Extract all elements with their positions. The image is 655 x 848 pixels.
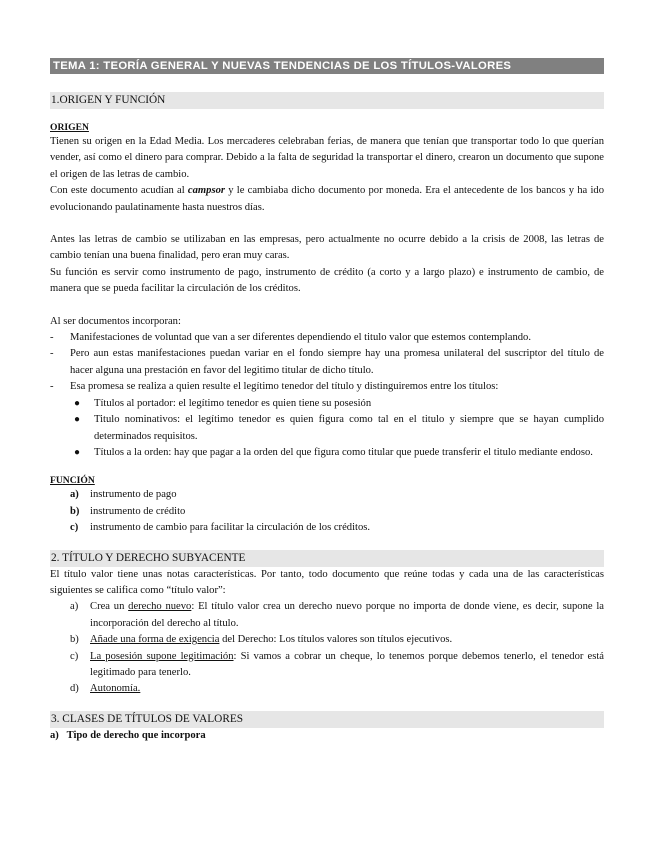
list-item [50, 330, 604, 346]
list-item [50, 599, 604, 632]
paragraph-origen-3: Antes las letras de cambio se utilizaban en las empresas, pero actualmente no ocurre debido a la crisis de 2008, las letras de cambio tenían una buena finalidad, pero eran muy caras. [50, 234, 604, 262]
text-span: : El título valor crea un derecho nuevo porque no importa de donde viene, es decir, supone la incorporación del derecho al título. [90, 601, 605, 629]
text-span: : Si vamos a cobrar un cheque, lo tenemos porque debemos tenerlo, el tenedor está legitimado para tenerlo. [90, 650, 604, 678]
bullet-item [50, 396, 604, 412]
list-item-text: Esa promesa se realiza a quien resulte el legítimo tenedor del título y distinguiremos entre los títulos: [70, 381, 499, 393]
list-item-text: Pero aun estas manifestaciones puedan variar en el fondo siempre hay una promesa unilateral del suscriptor del título de hacer alguna una prestación en favor del legitimo titular de dicho título. [70, 348, 604, 376]
underlined-term: Autonomía. [90, 683, 141, 695]
bullet-list [50, 396, 604, 462]
subheading-funcion: FUNCIÓN [50, 475, 95, 487]
underlined-term: Añade una forma de exigencia [90, 634, 220, 646]
list-item-text: instrumento de crédito [90, 505, 186, 517]
bullet-item [50, 412, 604, 445]
document-page [50, 58, 604, 744]
bullet-text: Títulos a la orden: hay que pagar a la orden del que figura como titular que puede transferir el titulo mediante endoso. [94, 446, 593, 458]
list-marker: c) [70, 650, 79, 662]
text-span: y le cambiaba dicho documento por moneda. Era el antecedente de los bancos y ha ido evolucionando paulatinamente hasta nuestros días. [50, 185, 605, 213]
bullet-text: Títulos al portador: el legítimo tenedor es quien tiene su posesión [94, 397, 372, 409]
bullet-text: Titulo nominativos: el legítimo tenedor es quien figura como tal en el titulo y siempre que se hayan cumplido determinados requisitos. [94, 414, 604, 442]
list-item [50, 487, 604, 503]
document-title: TEMA 1: TEORÍA GENERAL Y NUEVAS TENDENCIAS DE LOS TÍTULOS-VALORES [50, 58, 604, 74]
list-item-text: instrumento de cambio para facilitar la circulación de los créditos. [90, 522, 371, 534]
dash-marker: - [50, 332, 54, 344]
text-span: Crea un [90, 601, 129, 613]
list-item [50, 632, 604, 648]
bullet-icon: ● [74, 397, 81, 409]
list-item [50, 504, 604, 520]
dash-marker: - [50, 381, 54, 393]
caracteristicas-list [50, 599, 604, 697]
list-marker: a) [70, 489, 79, 501]
paragraph-origen-1: Tienen su origen en la Edad Media. Los mercaderes celebraban ferias, de manera que tenían que transportar todo lo que querían vender, así como el dinero para comprar. Debido a la falta de seguridad la transportar el dinero, crearon un documento que supone el origen de las letras de cambio. [50, 136, 604, 180]
text-span: del Derecho: Los títulos valores son títulos ejecutivos. [219, 634, 453, 646]
bullet-icon: ● [74, 446, 81, 458]
list-item [50, 520, 604, 536]
subheading-origen: ORIGEN [50, 122, 89, 133]
list-marker: b) [70, 505, 80, 517]
dash-list [50, 330, 604, 461]
paragraph-origen-5: Al ser documentos incorporan: [50, 315, 181, 327]
campsor-term: campsor [187, 185, 225, 197]
list-item-text: Manifestaciones de voluntad que van a ser diferentes dependiendo el titulo valor que estemos contemplando. [70, 332, 531, 344]
list-item-text: instrumento de pago [90, 489, 177, 501]
underlined-term: La posesión supone legitimación [90, 650, 234, 662]
list-marker: b) [70, 634, 79, 646]
paragraph-titulo-intro: El título valor tiene unas notas características. Por tanto, todo documento que reúne todas y cada una de las características siguientes se califica como “título valor”: [50, 568, 604, 596]
list-marker: c) [70, 522, 79, 534]
subheading-tipo-derecho: a) Tipo de derecho que incorpora [50, 729, 206, 741]
funcion-list [50, 487, 604, 536]
underlined-term: derecho nuevo [128, 601, 192, 613]
section-heading-titulo-derecho: 2. TÍTULO Y DERECHO SUBYACENTE [50, 550, 604, 567]
bullet-icon: ● [74, 414, 81, 426]
text-span: Con este documento acudían al [50, 185, 188, 197]
list-item [50, 346, 604, 379]
list-marker: d) [70, 683, 79, 695]
section-heading-clases: 3. CLASES DE TÍTULOS DE VALORES [50, 711, 604, 728]
list-item [50, 379, 604, 461]
paragraph-origen-2 [50, 183, 604, 216]
section-heading-origen-funcion: 1.ORIGEN Y FUNCIÓN [50, 92, 604, 109]
dash-marker: - [50, 348, 54, 360]
list-item [50, 649, 604, 682]
paragraph-origen-4: Su función es servir como instrumento de pago, instrumento de crédito (a corto y a largo plazo) e instrumento de cambio, de manera que se pueda facilitar la circulación de los créditos. [50, 266, 604, 295]
list-marker: a) [70, 601, 79, 613]
list-item [50, 681, 604, 697]
bullet-item [50, 445, 604, 461]
